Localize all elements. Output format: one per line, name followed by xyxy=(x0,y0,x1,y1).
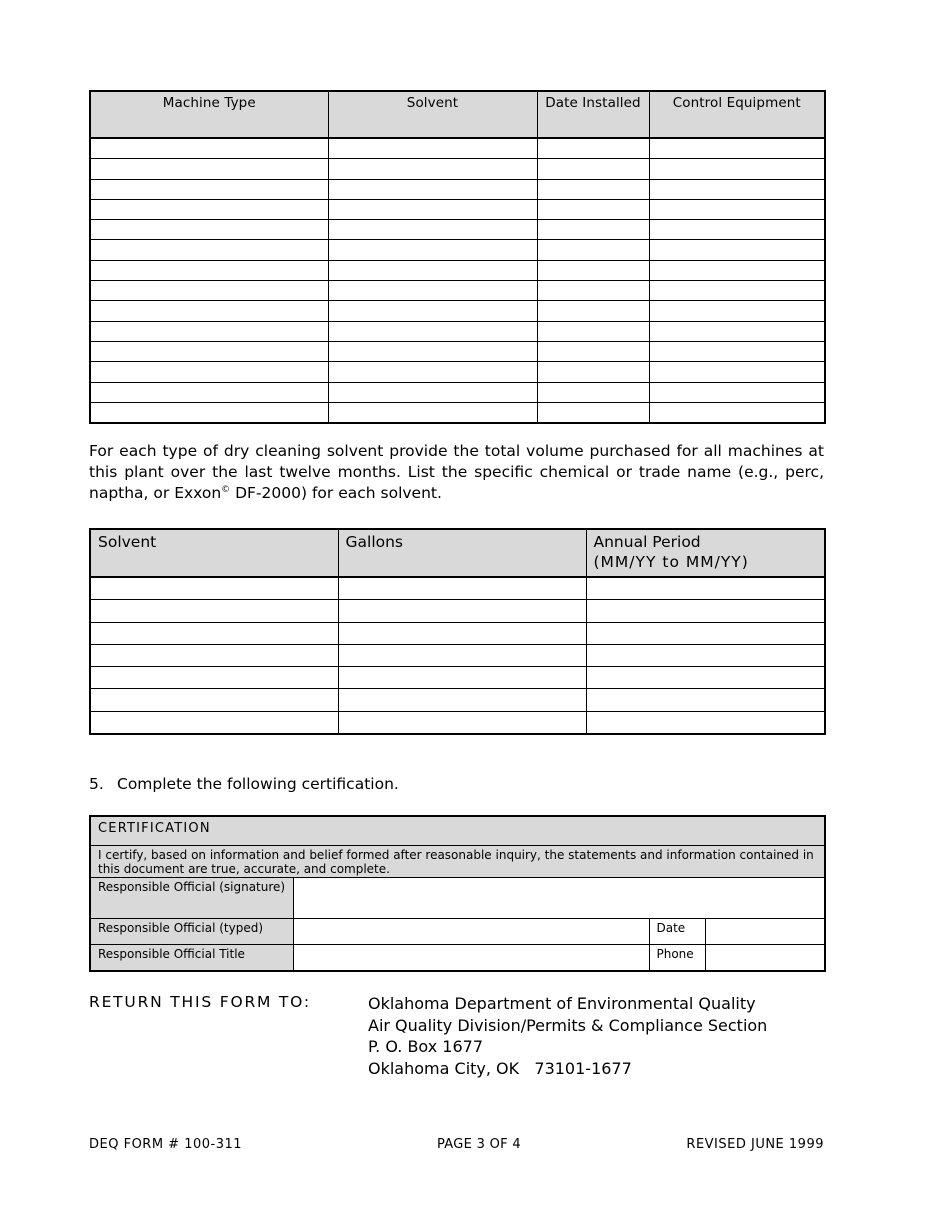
solvent-cell[interactable] xyxy=(328,179,537,199)
machine-table-row xyxy=(90,321,825,341)
item-5-number: 5. xyxy=(89,775,104,793)
control-equipment-cell[interactable] xyxy=(649,179,825,199)
solvent-cell[interactable] xyxy=(328,199,537,219)
solvent-cell[interactable] xyxy=(328,138,537,159)
gallons-cell[interactable] xyxy=(338,667,586,689)
header-gallons: Gallons xyxy=(338,529,586,577)
solvent-cell[interactable] xyxy=(328,321,537,341)
machine-table-header-row xyxy=(90,91,825,138)
footer-revised-date: REVISED JUNE 1999 xyxy=(686,1137,824,1152)
address-line-1: Oklahoma Department of Environmental Quality xyxy=(368,994,756,1013)
solvent-table-row xyxy=(90,689,825,711)
machine-table-row xyxy=(90,362,825,382)
machine-type-cell[interactable] xyxy=(90,138,328,159)
machine-type-cell[interactable] xyxy=(90,260,328,280)
header-annual-period xyxy=(586,529,825,577)
solvent-cell[interactable] xyxy=(328,362,537,382)
address-line-4: Oklahoma City, OK 73101-1677 xyxy=(368,1058,632,1078)
date-installed-cell[interactable] xyxy=(537,260,649,280)
machine-table-row xyxy=(90,281,825,301)
machine-type-cell[interactable] xyxy=(90,240,328,260)
solvent-table-row xyxy=(90,622,825,644)
solvent-table-row xyxy=(90,667,825,689)
date-installed-cell[interactable] xyxy=(537,341,649,361)
signature-label: Responsible Official (signature) xyxy=(90,878,293,919)
signature-field[interactable] xyxy=(293,878,825,919)
gallons-cell[interactable] xyxy=(338,600,586,622)
certification-title: CERTIFICATION xyxy=(90,816,825,846)
official-title-label: Responsible Official Title xyxy=(90,945,293,971)
solvent-name-cell[interactable] xyxy=(90,644,338,666)
date-installed-cell[interactable] xyxy=(537,159,649,179)
typed-name-field[interactable] xyxy=(293,919,649,945)
machine-type-cell[interactable] xyxy=(90,199,328,219)
machine-table-row xyxy=(90,138,825,159)
machine-type-cell[interactable] xyxy=(90,341,328,361)
control-equipment-cell[interactable] xyxy=(649,402,825,423)
gallons-cell[interactable] xyxy=(338,622,586,644)
typed-name-label: Responsible Official (typed) xyxy=(90,919,293,945)
date-installed-cell[interactable] xyxy=(537,301,649,321)
date-field[interactable] xyxy=(705,919,825,945)
date-installed-cell[interactable] xyxy=(537,199,649,219)
date-installed-cell[interactable] xyxy=(537,138,649,159)
solvent-name-cell[interactable] xyxy=(90,689,338,711)
annual-period-cell[interactable] xyxy=(586,600,825,622)
solvent-table-header-row xyxy=(90,529,825,577)
solvent-cell[interactable] xyxy=(328,281,537,301)
date-label: Date xyxy=(649,919,705,945)
control-equipment-cell[interactable] xyxy=(649,321,825,341)
machine-table xyxy=(89,90,826,424)
solvent-name-cell[interactable] xyxy=(90,711,338,734)
machine-type-cell[interactable] xyxy=(90,220,328,240)
machine-table-row xyxy=(90,301,825,321)
footer-page-number: PAGE 3 OF 4 xyxy=(437,1137,521,1152)
solvent-cell[interactable] xyxy=(328,341,537,361)
machine-type-cell[interactable] xyxy=(90,159,328,179)
date-installed-cell[interactable] xyxy=(537,281,649,301)
control-equipment-cell[interactable] xyxy=(649,382,825,402)
annual-period-label: Annual Period xyxy=(593,533,701,551)
solvent-table-row xyxy=(90,577,825,600)
annual-period-cell[interactable] xyxy=(586,644,825,666)
date-installed-cell[interactable] xyxy=(537,220,649,240)
certification-table xyxy=(89,815,826,972)
header-date-installed: Date Installed xyxy=(537,91,649,138)
control-equipment-cell[interactable] xyxy=(649,362,825,382)
return-label: RETURN THIS FORM TO: xyxy=(89,993,311,1011)
solvent-cell[interactable] xyxy=(328,260,537,280)
date-installed-cell[interactable] xyxy=(537,382,649,402)
machine-table-row xyxy=(90,240,825,260)
solvent-name-cell[interactable] xyxy=(90,577,338,600)
solvent-instructions xyxy=(89,441,824,504)
control-equipment-cell[interactable] xyxy=(649,301,825,321)
solvent-table-row xyxy=(90,644,825,666)
solvent-name-cell[interactable] xyxy=(90,667,338,689)
solvent-name-cell[interactable] xyxy=(90,600,338,622)
machine-type-cell[interactable] xyxy=(90,402,328,423)
annual-period-cell[interactable] xyxy=(586,689,825,711)
control-equipment-cell[interactable] xyxy=(649,341,825,361)
header-solvent-name: Solvent xyxy=(90,529,338,577)
certification-statement: I certify, based on information and belief formed after reasonable inquiry, the statements and information contained in this document are true, accurate, and complete. xyxy=(90,846,825,878)
header-machine-type: Machine Type xyxy=(90,91,328,138)
footer-form-number: DEQ FORM # 100-311 xyxy=(89,1137,243,1152)
annual-period-format: (MM/YY to MM/YY) xyxy=(593,553,749,571)
date-installed-cell[interactable] xyxy=(537,402,649,423)
instructions-text: For each type of dry cleaning solvent provide the total volume purchased for all machines at this plant over the last twelve months. List the specific chemical or trade name (e.g., perc, naptha, or Exxon xyxy=(89,442,824,502)
official-title-field[interactable] xyxy=(293,945,649,971)
machine-table-row xyxy=(90,159,825,179)
header-solvent: Solvent xyxy=(328,91,537,138)
date-installed-cell[interactable] xyxy=(537,240,649,260)
machine-table-row xyxy=(90,402,825,423)
header-control-equipment: Control Equipment xyxy=(649,91,825,138)
machine-type-cell[interactable] xyxy=(90,281,328,301)
machine-table-row xyxy=(90,179,825,199)
item-5 xyxy=(89,775,399,793)
solvent-table xyxy=(89,528,826,735)
machine-table-body xyxy=(90,138,825,423)
control-equipment-cell[interactable] xyxy=(649,260,825,280)
date-installed-cell[interactable] xyxy=(537,321,649,341)
machine-table-row xyxy=(90,341,825,361)
address-line-2: Air Quality Division/Permits & Compliance Section xyxy=(368,1015,768,1035)
instructions-text-end: DF-2000) for each solvent. xyxy=(230,484,442,502)
solvent-table-body xyxy=(90,577,825,734)
date-installed-cell[interactable] xyxy=(537,179,649,199)
annual-period-cell[interactable] xyxy=(586,711,825,734)
date-installed-cell[interactable] xyxy=(537,362,649,382)
machine-table-row xyxy=(90,260,825,280)
control-equipment-cell[interactable] xyxy=(649,281,825,301)
machine-type-cell[interactable] xyxy=(90,362,328,382)
solvent-cell[interactable] xyxy=(328,240,537,260)
solvent-cell[interactable] xyxy=(328,382,537,402)
gallons-cell[interactable] xyxy=(338,711,586,734)
solvent-cell[interactable] xyxy=(328,220,537,240)
solvent-cell[interactable] xyxy=(328,402,537,423)
solvent-cell[interactable] xyxy=(328,159,537,179)
solvent-name-cell[interactable] xyxy=(90,622,338,644)
machine-type-cell[interactable] xyxy=(90,382,328,402)
annual-period-cell[interactable] xyxy=(586,622,825,644)
machine-type-cell[interactable] xyxy=(90,301,328,321)
machine-type-cell[interactable] xyxy=(90,321,328,341)
copyright-mark: © xyxy=(221,485,231,495)
machine-table-row xyxy=(90,382,825,402)
address-line-3: P. O. Box 1677 xyxy=(368,1037,483,1056)
phone-label: Phone xyxy=(649,945,705,971)
control-equipment-cell[interactable] xyxy=(649,199,825,219)
control-equipment-cell[interactable] xyxy=(649,220,825,240)
control-equipment-cell[interactable] xyxy=(649,240,825,260)
return-address xyxy=(368,993,767,1079)
item-5-text: Complete the following certification. xyxy=(117,775,399,793)
solvent-table-row xyxy=(90,600,825,622)
gallons-cell[interactable] xyxy=(338,577,586,600)
phone-field[interactable] xyxy=(705,945,825,971)
machine-table-row xyxy=(90,220,825,240)
machine-type-cell[interactable] xyxy=(90,179,328,199)
annual-period-cell[interactable] xyxy=(586,667,825,689)
control-equipment-cell[interactable] xyxy=(649,138,825,159)
control-equipment-cell[interactable] xyxy=(649,159,825,179)
gallons-cell[interactable] xyxy=(338,644,586,666)
solvent-table-row xyxy=(90,711,825,734)
gallons-cell[interactable] xyxy=(338,689,586,711)
solvent-cell[interactable] xyxy=(328,301,537,321)
machine-table-row xyxy=(90,199,825,219)
annual-period-cell[interactable] xyxy=(586,577,825,600)
